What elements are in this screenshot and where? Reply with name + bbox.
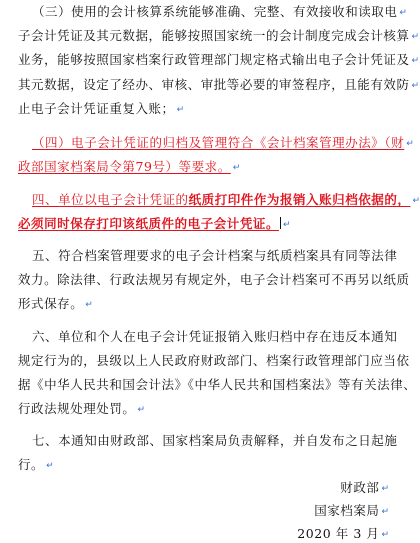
para4b-line2-bold: 必须同时保存打印该纸质件的电子会计凭证。: [18, 216, 280, 231]
paragraph-mark-icon: ↵: [176, 105, 185, 115]
signature-date: 2020 年 3 月: [297, 526, 380, 541]
paragraph-mark-icon: ↵: [381, 484, 389, 494]
paragraph-mark-icon: ↵: [411, 81, 420, 91]
signature-org-finance: 财政部: [340, 480, 380, 495]
paragraph-mark-icon: ↵: [412, 196, 420, 206]
signature-org-archives: 国家档案局: [314, 503, 380, 518]
para5-line3: 形式保存。: [18, 296, 84, 311]
paragraph-mark-icon: ↵: [137, 405, 145, 415]
para4b-line1-bold: 纸质打印件作为报销入账归档依据的，: [188, 192, 411, 207]
para3-line5: 止电子会计凭证重复入账；: [18, 101, 175, 116]
paragraph-mark-icon: ↵: [283, 220, 291, 230]
text-cursor: [280, 217, 281, 229]
paragraph-mark-icon: ↵: [46, 461, 54, 471]
para7-line2: 行。: [18, 457, 45, 472]
para6-line4: 行政法规处理处罚。: [18, 401, 136, 416]
para6-line1: 六、单位和个人在电子会计凭证报销入账归档中存在违反本通知: [32, 329, 398, 344]
paragraph-mark-icon: ↵: [411, 56, 420, 66]
paragraph-mark-icon: ↵: [411, 32, 420, 42]
para3-line4: 其元数据，设定了经办、审核、审批等必要的审签程序，且能有效防: [18, 77, 410, 92]
paragraph-mark-icon: ↵: [85, 300, 93, 310]
para4-line2: 政部国家档案局令第79号）等要求。: [18, 159, 231, 174]
para3-line1: （三）使用的会计核算系统能够准确、完整、有效接收和读取电: [32, 4, 398, 19]
paragraph-mark-icon: ↵: [406, 139, 414, 149]
para5-line1: 五、符合档案管理要求的电子会计档案与纸质档案具有同等法律: [32, 248, 398, 263]
paragraph-mark-icon: ↵: [381, 507, 389, 517]
para6-line3: 据《中华人民共和国会计法》《中华人民共和国档案法》等有关法律、: [18, 377, 417, 392]
para5-line2: 效力。除法律、行政法规另有规定外，电子会计档案可不再另以纸质: [18, 272, 410, 287]
paragraph-mark-icon: ↵: [381, 530, 389, 540]
para4-line1: （四）电子会计凭证的归档及管理符合《会计档案管理办法》（财: [32, 135, 405, 150]
para7-line1: 七、本通知由财政部、国家档案局负责解释，并自发布之日起施: [32, 433, 398, 448]
para4b-line1-prefix: 四、单位以电子会计凭证的: [32, 192, 189, 207]
paragraph-mark-icon: ↵: [399, 8, 407, 18]
para3-line3: 业务，能够按照国家档案行政管理部门规定格式输出电子会计凭证及: [18, 52, 410, 67]
paragraph-mark-icon: ↵: [232, 163, 241, 173]
para3-line2: 子会计凭证及其元数据，能够按照国家统一的会计制度完成会计核算: [18, 28, 410, 43]
para6-line2: 规定行为的，县级以上人民政府财政部门、档案行政管理部门应当依: [18, 353, 410, 368]
